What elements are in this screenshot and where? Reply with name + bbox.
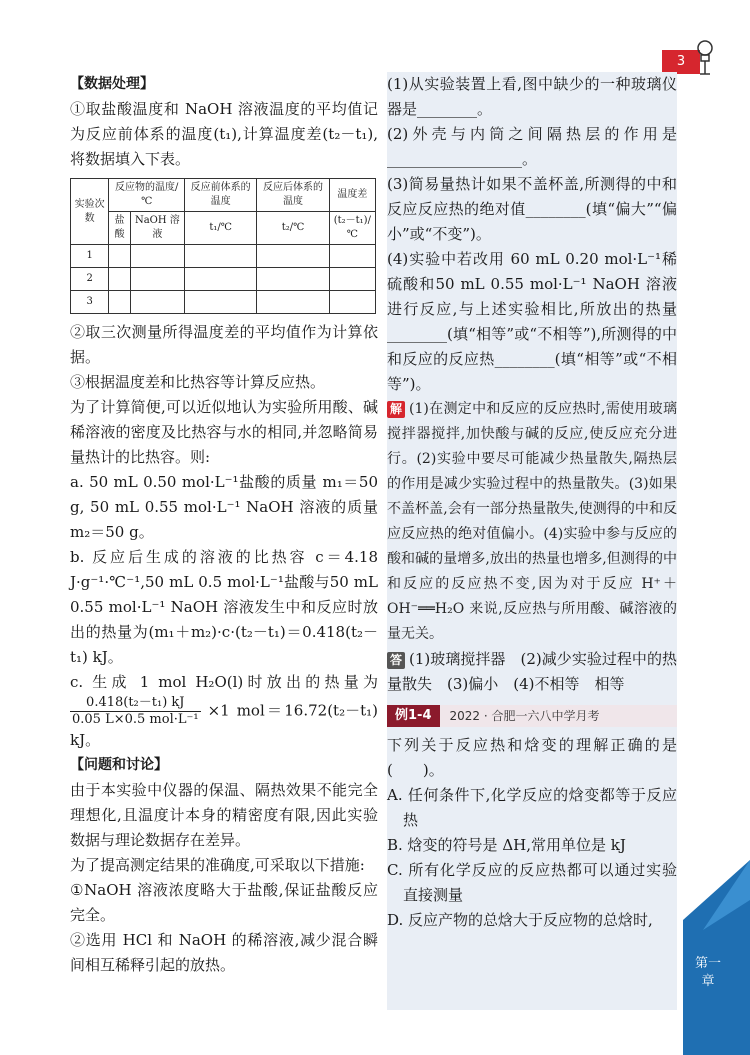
discussion-1: 由于本实验中仪器的保温、隔热效果不能完全理想化,且温度计本身的精密度有限,因此实验数据与理论数据存在差异。 (70, 781, 378, 849)
solution-tag: 解 (387, 401, 405, 418)
paragraph-3: ③根据温度差和比热容等计算反应热。 (70, 373, 326, 391)
header-t1: t₁/℃ (184, 212, 256, 245)
example-source: 2022 · 合肥一六八中学月考 (449, 708, 600, 723)
temperature-table (70, 178, 376, 314)
question-3: (3)简易量热计如果不盖杯盖,所测得的中和反应反应热的绝对值________(填“偏大”“偏小”或“不变”)。 (387, 175, 677, 243)
right-column (387, 72, 677, 933)
fraction-denominator: 0.05 L×0.5 mol·L⁻¹ (72, 712, 199, 727)
solution-block (387, 397, 677, 647)
example-question: 下列关于反应热和焓变的理解正确的是( )。 (387, 736, 677, 779)
question-2: (2)外壳与内筒之间隔热层的作用是__________________。 (387, 125, 677, 168)
solution-text: (1)在测定中和反应的反应热时,需使用玻璃搅拌器搅拌,加快酸与碱的反应,使反应充分进行。(2)实验中要尽可能减少热量散失,隔热层的作用是减少实验过程中的热量散失。(3)如果不盖杯盖,会有一部分热量散失,使测得的中和反应反应热的绝对值偏小。(4)实验中参与反应的酸和碱的量增多,放出的热量也增多,但测得的中和反应的反应热不变,因为对于反应 H⁺＋OH⁻══H₂O 来说,反应热与所用酸、碱溶液的量无关。 (387, 401, 677, 642)
question-4: (4)实验中若改用 60 mL 0.20 mol·L⁻¹稀硫酸和50 mL 0.55 mol·L⁻¹ NaOH 溶液进行反应,与上述实验相比,所放出的热量________(填“相等”或“不相等”),所测得的中和反应的反应热________(填“相等”或“不相等”)。 (387, 250, 677, 393)
header-reactant-temp: 反应物的温度/℃ (109, 179, 185, 212)
paragraph-a: a. 50 mL 0.50 mol·L⁻¹盐酸的质量 m₁＝50 g, 50 mL 0.55 mol·L⁻¹ NaOH 溶液的质量 m₂＝50 g。 (70, 473, 378, 541)
paragraph-c (70, 670, 378, 753)
paragraph-1: ①取盐酸温度和 NaOH 溶液温度的平均值记为反应前体系的温度(t₁),计算温度差(t₂－t₁),将数据填入下表。 (70, 100, 378, 168)
fraction-numerator: 0.418(t₂－t₁) kJ (70, 695, 201, 712)
paragraph-2: ②取三次测量所得温度差的平均值作为计算依据。 (70, 323, 378, 366)
example-tag: 例1-4 (387, 705, 440, 727)
header-after: 反应后体系的温度 (257, 179, 329, 212)
chapter-label: 第一章 (694, 956, 721, 989)
header-hcl: 盐酸 (109, 212, 130, 245)
discussion-3: ①NaOH 溶液浓度略大于盐酸,保证盐酸反应完全。 (70, 881, 378, 924)
question-1: (1)从实验装置上看,图中缺少的一种玻璃仪器是________。 (387, 75, 677, 118)
page-number-tab: 3 (662, 50, 700, 74)
answer-tag: 答 (387, 652, 405, 669)
answer-text: (1)玻璃搅拌器 (2)减少实验过程中的热量散失 (3)偏小 (4)不相等 相等 (387, 650, 677, 693)
row-index: 3 (71, 291, 109, 314)
discussion-4: ②选用 HCl 和 NaOH 的稀溶液,减少混合瞬间相互稀释引起的放热。 (70, 931, 378, 974)
paragraph-c-lead: c. 生成 1 mol H₂O(l)时放出的热量为 (70, 673, 378, 691)
header-trial: 实验次数 (71, 179, 109, 245)
answer-block (387, 647, 677, 697)
example-header (387, 705, 677, 727)
paragraph-c-tail: ×1 mol＝16.72(t₂－t₁) kJ。 (70, 701, 378, 749)
header-t2: t₂/℃ (257, 212, 329, 245)
header-before: 反应前体系的温度 (184, 179, 256, 212)
header-diff-unit: (t₂－t₁)/℃ (329, 212, 375, 245)
heat-fraction (70, 695, 201, 728)
left-column (70, 72, 378, 978)
option-d: D. 反应产物的总焓大于反应物的总焓时, (387, 911, 653, 929)
header-diff: 温度差 (329, 179, 375, 212)
row-index: 2 (71, 268, 109, 291)
data-processing-heading: 【数据处理】 (70, 76, 154, 92)
option-a: A. 任何条件下,化学反应的焓变都等于反应热 (387, 786, 677, 829)
paragraph-b: b. 反应后生成的溶液的比热容 c＝4.18 J·g⁻¹·℃⁻¹,50 mL 0.5 mol·L⁻¹盐酸与50 mL 0.55 mol·L⁻¹ NaOH 溶液发生中和反应时放出的热量为(m₁＋m₂)·c·(t₂－t₁)＝0.418(t₂－t₁) kJ。 (70, 548, 378, 666)
lightbulb-icon (694, 38, 716, 78)
option-c: C. 所有化学反应的反应热都可以通过实验直接测量 (387, 861, 677, 904)
paragraph-4: 为了计算简便,可以近似地认为实验所用酸、碱稀溶液的密度及比热容与水的相同,并忽略简易量热计的比热容。则: (70, 398, 378, 466)
table-row (71, 291, 376, 314)
table-row (71, 268, 376, 291)
table-row (71, 245, 376, 268)
header-naoh: NaOH 溶液 (130, 212, 184, 245)
option-b: B. 焓变的符号是 ΔH,常用单位是 kJ (387, 836, 626, 854)
row-index: 1 (71, 245, 109, 268)
discussion-heading: 【问题和讨论】 (70, 757, 168, 773)
discussion-2: 为了提高测定结果的准确度,可采取以下措施: (70, 856, 365, 874)
